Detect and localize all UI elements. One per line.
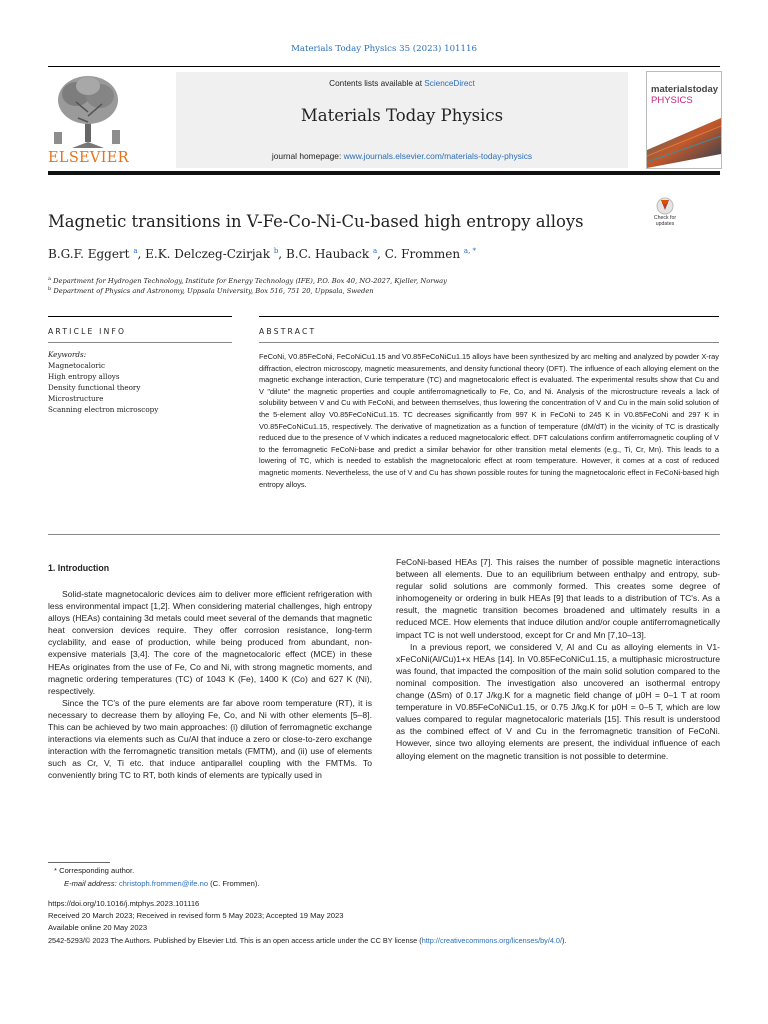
author-name[interactable]: B.G.F. Eggert — [48, 247, 130, 261]
journal-reference[interactable]: Materials Today Physics 35 (2023) 101116 — [291, 44, 477, 54]
abstract-rule — [259, 316, 719, 317]
email-line — [64, 879, 260, 888]
section-title: 1. Introduction — [48, 563, 110, 573]
author-name[interactable]: C. Frommen — [384, 247, 461, 261]
right-column — [396, 556, 720, 762]
keyword: Density functional theory — [48, 383, 141, 392]
homepage-prefix: journal homepage: — [271, 151, 344, 161]
homepage-line — [176, 151, 628, 161]
doi-link[interactable]: https://doi.org/10.1016/j.mtphys.2023.101116 — [48, 899, 200, 908]
keyword: Scanning electron microscopy — [48, 405, 159, 414]
license-line — [48, 936, 566, 945]
check-for-updates-badge[interactable] — [646, 196, 684, 230]
keyword: Microstructure — [48, 394, 104, 403]
check-updates-label: Check for updates — [653, 215, 677, 227]
affiliation-text: Department for Hydrogen Technology, Institute for Energy Technology (IFE), P.O. Box 40, NO-2027, Kjeller, Norway — [53, 277, 447, 286]
intro-paragraph: In a previous report, we considered V, Al and Cu as alloying elements in V1-xFeCoNi(Al/Cu)1+x HEAs [14]. In V0.85FeCoNiCu1.15, a multiphasic microstructure was found, that impacted the composition of the main solid solution compared to the nominal composition. The investigation also uncovered an isothermal entropy change (ΔSm) of 0.17 J/kg.K for a magnetic field change of μ0H = 0–1 T at room temperature in V0.85FeCoNiCu1.15, or 0.75 J/kg.K for μ0H = 0–5 T, which are low values compared to regular magnetocaloric materials [15]. This result is understood as the combined effect of V and Cu in the ferromagnetic transition of FeCoNi. However, since two alloying elements are present, the individual influence of each alloying element on the magnetic transition is not possible to determine. — [396, 641, 720, 761]
keyword: High entropy alloys — [48, 372, 120, 381]
email-link[interactable]: christoph.frommen@ife.no — [118, 879, 209, 888]
article-info-heading: ARTICLE INFO — [48, 327, 127, 336]
article-info-subrule — [48, 342, 232, 343]
affiliation — [48, 286, 374, 295]
corresponding-label: Corresponding author. — [59, 866, 135, 875]
contents-line — [176, 79, 628, 88]
author-affiliation-marker[interactable]: a — [133, 247, 138, 255]
keyword: Magnetocaloric — [48, 361, 106, 370]
author-name[interactable]: B.C. Hauback — [285, 247, 370, 261]
affiliation-marker: b — [48, 286, 52, 292]
email-label: E-mail address: — [64, 879, 119, 888]
header-top-rule — [48, 66, 720, 67]
asterisk-marker: * — [54, 866, 57, 875]
keywords-label: Keywords: — [48, 350, 87, 359]
publisher-name: ELSEVIER — [48, 150, 129, 166]
header-bottom-rule — [48, 171, 720, 175]
homepage-link[interactable]: www.journals.elsevier.com/materials-today-physics — [343, 151, 533, 161]
received-dates: Received 20 March 2023; Received in revised form 5 May 2023; Accepted 19 May 2023 — [48, 911, 344, 920]
intro-paragraph: Solid-state magnetocaloric devices aim to deliver more efficient refrigeration with less environmental impact [1,2]. When considering material challenges, high entropy alloys (HEAs) containing 3d metals could meet several of the demands that magnetic heat conversion devices require. They offer corrosion resistance, long-term cyclability, and ease of production, while being produced from abundant, non-expensive materials [3,4]. The core of the magnetocaloric effect (MCE) in these HEAs originates from the use of Fe, Co and Ni, with strong magnetic moments, and magnetic ordering temperatures (TC) of 1043 K (Fe), 1400 K (Co) and 627 K (Ni), respectively. — [48, 589, 372, 696]
left-column — [48, 588, 372, 782]
license-suffix: ). — [562, 936, 567, 945]
journal-title: Materials Today Physics — [300, 106, 504, 125]
affiliation — [48, 276, 447, 285]
license-prefix: 2542-5293/© 2023 The Authors. Published by Elsevier Ltd. This is an open access article under the CC BY license ( — [48, 936, 422, 945]
cover-artwork — [647, 110, 721, 168]
article-title: Magnetic transitions in V-Fe-Co-Ni-Cu-based high entropy alloys — [48, 212, 584, 231]
contents-prefix: Contents lists available at — [329, 79, 425, 88]
affiliation-marker: a — [48, 276, 51, 282]
author-affiliation-marker[interactable]: a — [372, 247, 378, 255]
abstract-heading: ABSTRACT — [259, 327, 317, 336]
cover-title-sub: PHYSICS — [651, 95, 693, 106]
email-suffix: (C. Frommen). — [208, 879, 260, 888]
license-link[interactable]: http://creativecommons.org/licenses/by/4.0/ — [421, 936, 563, 945]
cover-title-main: materialstoday — [651, 84, 719, 95]
abstract-text: FeCoNi, V0.85FeCoNi, FeCoNiCu1.15 and V0.85FeCoNiCu1.15 alloys have been synthesized by arc melting and analyzed by powder X-ray diffraction, electron microscopy, magnetic measurements, and density functional theory (DFT). The influence of each alloying element on the magnetic exchange interaction, Curie temperature (TC) and magnetocaloric effect is evaluated. The experimental results show that Cu and V "dilute" the magnetic properties and couple antiferromagnetically to Fe, Co, and Ni. Analysis of the microstructure reveals a lack of solubility between V and Cu with FeCoNi, and between themselves, thus lowering the concentration of V and Cu in the main solid solution of the 5-element alloy V0.85FeCoNiCu1.15. TC decreases significantly from 997 K in FeCoNi to 245 K in V0.85FeCoNi and 297 K in V0.85FeCoNiCu1.15, respectively. The derivative of magnetization as a function of temperature (dM/dT) in the vicinity of TC is drastically reduced due to the presence of V which indicates a reduced magnetocaloric effect. DFT calculations confirm antiferromagnetic coupling of V to the ferromagnetic FeCoNi-base and predict a similar behavior for other transition metal elements (e.g., Ti, Cr, Mn). This leads to a lowering of TC, which is needed to establish the magnetocaloric effect at room temperature. However, it comes at a cost of reduced magnetic moments. Nevertheless, the use of V and Cu has shown possible routes for tuning the magnetocaloric effect in FeCoNi-based high entropy alloys. — [259, 352, 719, 489]
abstract-subrule — [259, 342, 719, 343]
corresponding-note — [54, 866, 134, 875]
footnote-rule — [48, 862, 110, 863]
intro-paragraph: Since the TC's of the pure elements are far above room temperature (RT), it is necessary to decrease them by alloying Fe, Co, and Ni with other elements [5–8]. This can be achieved by two main approaches: (i) dilution of ferromagnetic exchange interactions via elements such as Cu/Al that induce a zero or close-to-zero exchange interaction with the ferromagnetic transition metals (FMTM), and (ii) use of elements such as Cr, V, Ti etc. that induce antiparallel coupling with the FMTMs. To conveniently bring TC to RT, both kinds of elements are typically used in — [48, 697, 372, 781]
abstract-bottom-rule — [48, 534, 720, 535]
available-online: Available online 20 May 2023 — [48, 923, 148, 932]
journal-cover[interactable] — [646, 71, 722, 169]
affiliation-text: Department of Physics and Astronomy, Uppsala University, Box 516, 751 20, Uppsala, Sweden — [53, 287, 374, 296]
sciencedirect-link[interactable]: ScienceDirect — [424, 79, 475, 88]
article-info-rule — [48, 316, 232, 317]
author-name[interactable]: E.K. Delczeg-Czirjak — [145, 247, 270, 261]
author-affiliation-marker[interactable]: a, * — [463, 247, 477, 255]
author-affiliation-marker[interactable]: b — [273, 247, 279, 255]
intro-paragraph: FeCoNi-based HEAs [7]. This raises the number of possible magnetic interactions between all elements. Due to an equilibrium between enthalpy and entropy, sub-regular solid solutions are commonly formed. This creates some degree of inhomogeneity or ordering in bulk HEAs [9] that leads to a distribution of TC's. As a result, the magnetic transition becomes broadened and ultimately results in a reduced MCE. How elements that induce dilution and/or couple antiferromagnetically impact TC is not well understood, except for Cr and Mn [7,10–13]. — [396, 557, 720, 640]
author-list: B.G.F. Eggert $^a$, E.K. Delczeg-Czirjak $^b$, B.C. Hauback $^a$, C. Frommen $^{a, *}$ — [48, 247, 477, 261]
